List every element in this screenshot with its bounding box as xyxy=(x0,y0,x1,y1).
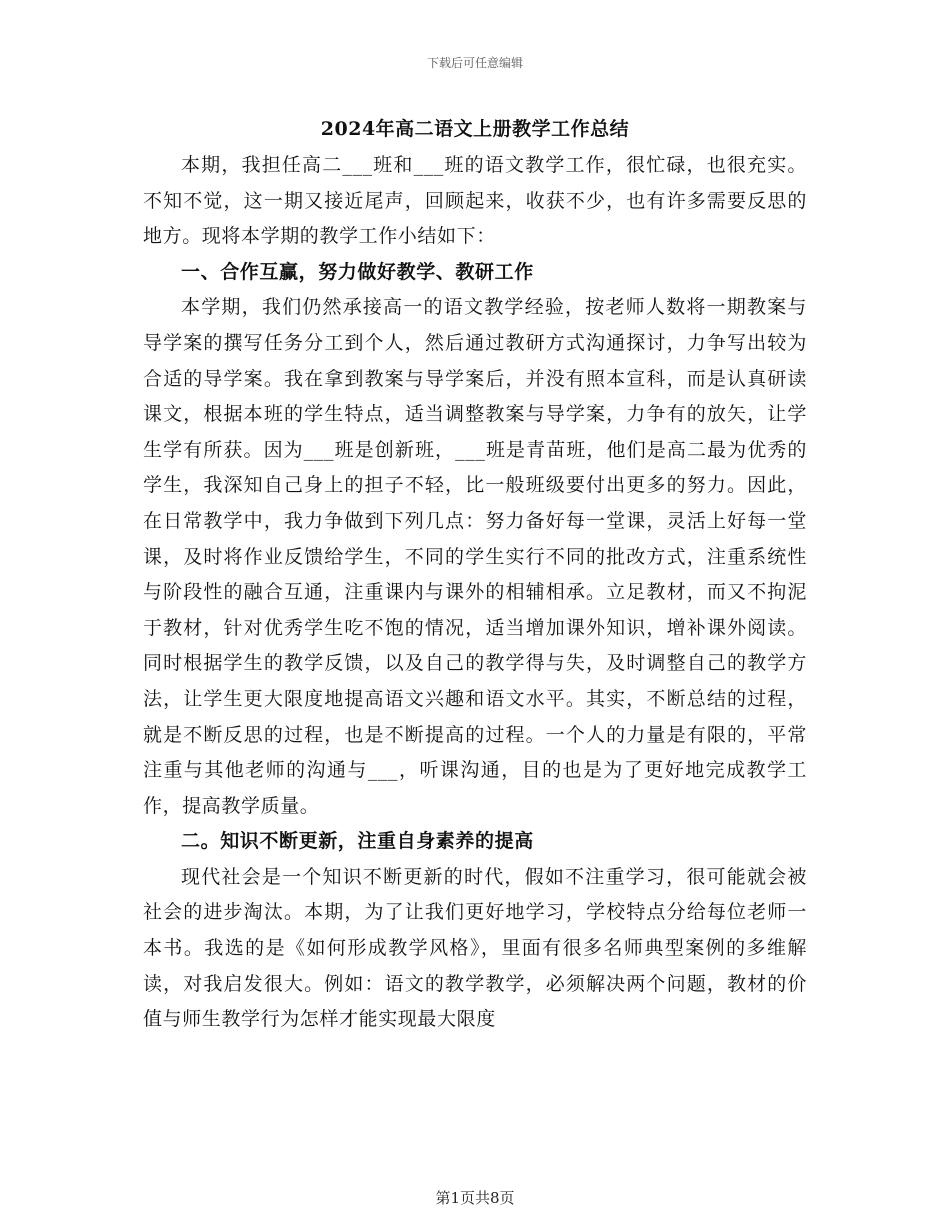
section-1-paragraph: 本学期，我们仍然承接高一的语文教学经验，按老师人数将一期教案与导学案的撰写任务分工到个人，然后通过教研方式沟通探讨，力争写出较为合适的导学案。我在拿到教案与导学案后，并没有照本宣科，而是认真研读课文，根据本班的学生特点，适当调整教案与导学案，力争有的放矢，让学生学有所获。因为___班是创新班，___班是青苗班，他们是高二最为优秀的学生，我深知自己身上的担子不轻，比一般班级要付出更多的努力。因此，在日常教学中，我力争做到下列几点：努力备好每一堂课，灵活上好每一堂课，及时将作业反馈给学生，不同的学生实行不同的批改方式，注重系统性与阶段性的融合互通，注重课内与课外的相辅相承。立足教材，而又不拘泥于教材，针对优秀学生吃不饱的情况，适当增加课外知识，增补课外阅读。同时根据学生的教学反馈，以及自己的教学得与失，及时调整自己的教学方法，让学生更大限度地提高语文兴趣和语文水平。其实，不断总结的过程，就是不断反思的过程，也是不断提高的过程。一个人的力量是有限的，平常注重与其他老师的沟通与___，听课沟通，目的也是为了更好地完成教学工作，提高教学质量。 xyxy=(143,296,807,817)
section-heading-1: 一、合作互赢，努力做好教学、教研工作 xyxy=(181,260,534,283)
page-header-note: 下载后可任意编辑 xyxy=(426,56,523,70)
section-heading-2: 二。知识不断更新，注重自身素养的提高 xyxy=(181,830,534,853)
page-number: 第1页共8页 xyxy=(435,1189,515,1207)
document-body xyxy=(143,148,807,1038)
intro-paragraph: 本期，我担任高二___班和___班的语文教学工作，很忙碌，也很充实。不知不觉，这一期又接近尾声，回顾起来，收获不少，也有许多需要反思的地方。现将本学期的教学工作小结如下： xyxy=(143,154,807,248)
document-title: 2024年高二语文上册教学工作总结 xyxy=(320,118,630,140)
section-2-paragraph: 现代社会是一个知识不断更新的时代，假如不注重学习，很可能就会被社会的进步淘汰。本期，为了让我们更好地学习，学校特点分给每位老师一本书。我选的是《如何形成教学风格》，里面有很多名师典型案例的多维解读，对我启发很大。例如：语文的教学教学，必须解决两个问题，教材的价值与师生教学行为怎样才能实现最大限度 xyxy=(143,865,807,1031)
